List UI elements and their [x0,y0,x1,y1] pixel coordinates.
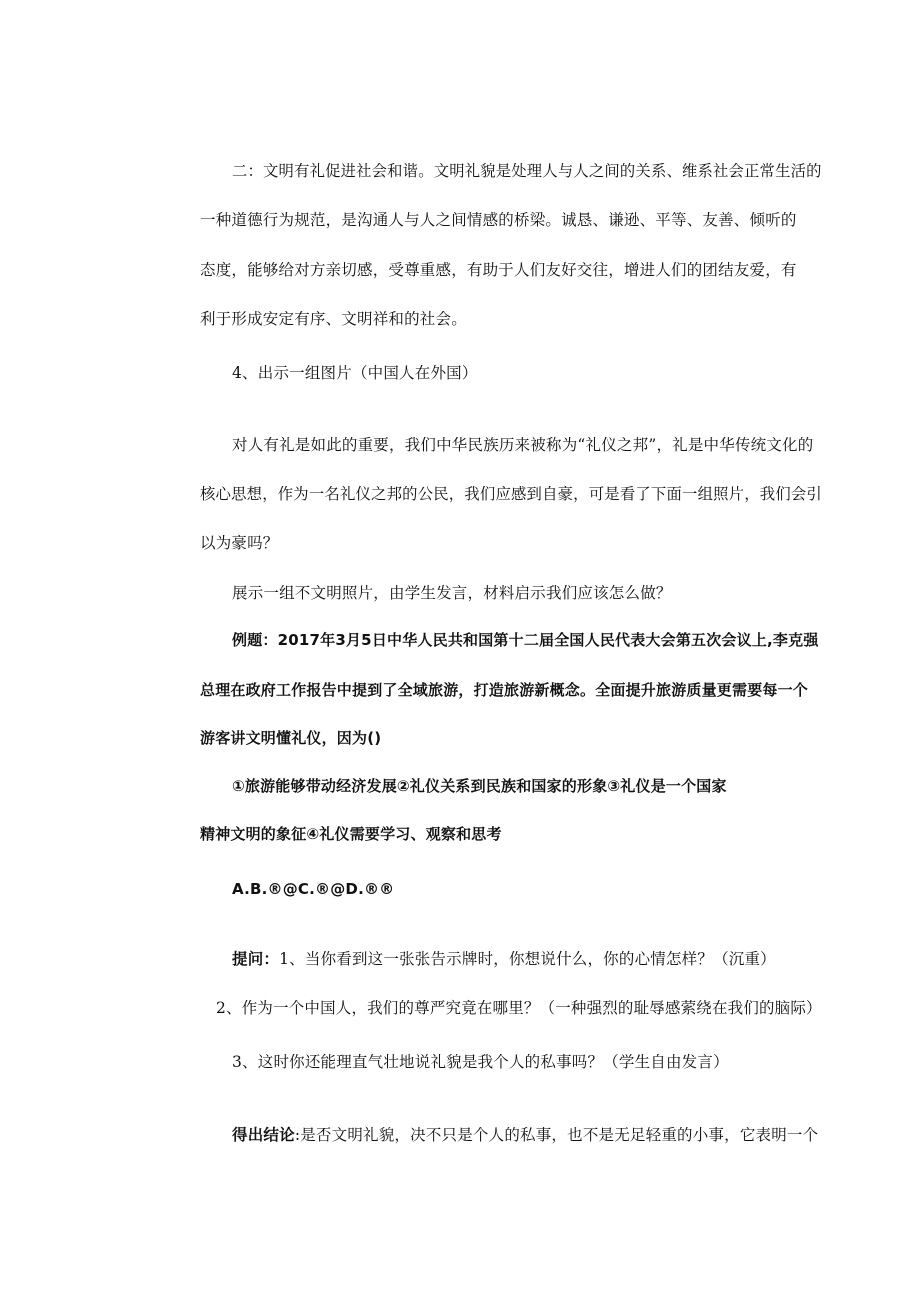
example-answer-choices: A.B.®@C.®@D.®® [232,880,395,898]
paragraph-line: 以为豪吗？ [200,534,279,552]
paragraph-line: 一种道德行为规范，是沟通人与人之间情感的桥梁。诚恳、谦逊、平等、友善、倾听的 [200,211,797,229]
question-1 [232,948,776,970]
example-options-line: ①旅游能够带动经济发展②礼仪关系到民族和国家的形象③礼仪是一个国家 [232,777,727,795]
example-question-line: 例题：2017年3月5日中华人民共和国第十二届全国人民代表大会第五次会议上,李克强 [232,631,819,649]
question-1-text: 1、当你看到这一张张告示牌时，你想说什么，你的心情怎样？（沉重） [279,950,776,968]
question-2: 2、作为一个中国人，我们的尊严究竟在哪里？（一种强烈的耻辱感萦绕在我们的脑际） [216,999,822,1017]
conclusion-line [232,1124,818,1146]
show-photos-instruction: 展示一组不文明照片，由学生发言，材料启示我们应该怎么做？ [232,584,672,602]
conclusion-label: 得出结论 [232,1126,295,1144]
paragraph-line: 二：文明有礼促进社会和谐。文明礼貌是处理人与人之间的关系、维系社会正常生活的 [232,162,822,180]
example-question-line: 总理在政府工作报告中提到了全域旅游，打造旅游新概念。全面提升旅游质量更需要每一个 [200,681,809,699]
step-4-heading: 4、出示一组图片（中国人在外国） [232,364,478,382]
example-options-line: 精神文明的象征④礼仪需要学习、观察和思考 [200,825,502,843]
questions-label: 提问： [232,950,280,968]
conclusion-text: :是否文明礼貌，决不只是个人的私事，也不是无足轻重的小事，它表明一个 [294,1126,819,1144]
paragraph-line: 态度，能够给对方亲切感，受尊重感，有助于人们友好交往，增进人们的团结友爱，有 [200,261,797,279]
paragraph-line: 核心思想，作为一名礼仪之邦的公民，我们应感到自豪，可是看了下面一组照片，我们会引 [200,485,822,503]
question-3: 3、这时你还能理直气壮地说礼貌是我个人的私事吗？（学生自由发言） [232,1053,729,1071]
example-question-line: 游客讲文明懂礼仪，因为() [200,729,382,747]
paragraph-line: 对人有礼是如此的重要，我们中华民族历来被称为“礼仪之邦”，礼是中华传统文化的 [232,436,814,454]
paragraph-line: 利于形成安定有序、文明祥和的社会。 [200,310,467,328]
